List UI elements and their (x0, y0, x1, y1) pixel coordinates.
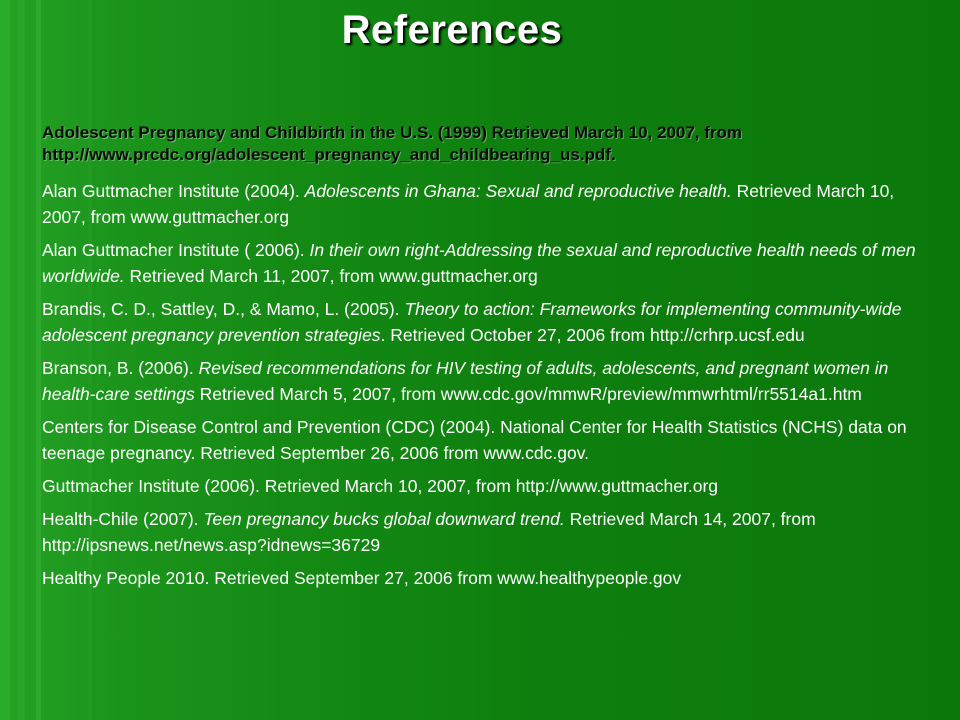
reference-text: Guttmacher Institute (2006). Retrieved March 10, 2007, from http://www.guttmacher.org (42, 476, 719, 496)
reference-item (42, 296, 932, 348)
reference-text: Health-Chile (2007). (42, 509, 204, 529)
slide-title: References (341, 8, 563, 52)
reference-item (42, 122, 932, 166)
reference-text: Retrieved March 11, 2007, from www.guttmacher.org (124, 266, 538, 286)
reference-text: Retrieved March 5, 2007, from www.cdc.gov/mmwR/preview/mmwrhtml/rr5514a1.htm (194, 384, 862, 404)
reference-item (42, 565, 932, 591)
reference-text: Centers for Disease Control and Prevention (CDC) (2004). National Center for Health Statistics (NCHS) data on teenage pregnancy. Retrieved September 26, 2006 from www.cdc.gov. (42, 417, 907, 463)
reference-text: Retrieved March 14, 2007, from http://ipsnews.net/news.asp?idnews=36729 (42, 509, 816, 555)
stripe (36, 0, 41, 720)
reference-item (42, 237, 932, 289)
reference-text: . Retrieved October 27, 2006 from http://crhrp.ucsf.edu (380, 325, 805, 345)
reference-item (42, 473, 932, 499)
stripe (18, 0, 25, 720)
reference-text: Healthy People 2010. Retrieved September 27, 2006 from www.healthypeople.gov (42, 568, 682, 588)
reference-list (42, 122, 932, 598)
reference-text: Brandis, C. D., Sattley, D., & Mamo, L. (2005). (42, 299, 405, 319)
reference-title: Adolescents in Ghana: Sexual and reproductive health. (304, 181, 732, 201)
stripe (0, 0, 10, 720)
reference-title: In their own right-Addressing the sexual and reproductive health needs of men worldwide. (42, 240, 916, 286)
reference-item (42, 506, 932, 558)
reference-text: Branson, B. (2006). (42, 358, 199, 378)
reference-text: Alan Guttmacher Institute (2004). (42, 181, 305, 201)
reference-text: Adolescent Pregnancy and Childbirth in the U.S. (1999) Retrieved March 10, 2007, from http://www.prcdc.org/adolescent_pregnancy_and_childbearing_us.pdf. (42, 123, 743, 164)
reference-item (42, 414, 932, 466)
reference-text: Retrieved March 10, 2007, from www.guttmacher.org (42, 181, 895, 227)
reference-title: Revised recommendations for HIV testing of adults, adolescents, and pregnant women in health-care settings (42, 358, 889, 404)
reference-title: Teen pregnancy bucks global downward trend. (203, 509, 565, 529)
reference-item (42, 355, 932, 407)
reference-item (42, 178, 932, 230)
reference-text: Alan Guttmacher Institute ( 2006). (42, 240, 310, 260)
reference-title: Theory to action: Frameworks for implementing community-wide adolescent pregnancy prevention strategies (42, 299, 902, 345)
